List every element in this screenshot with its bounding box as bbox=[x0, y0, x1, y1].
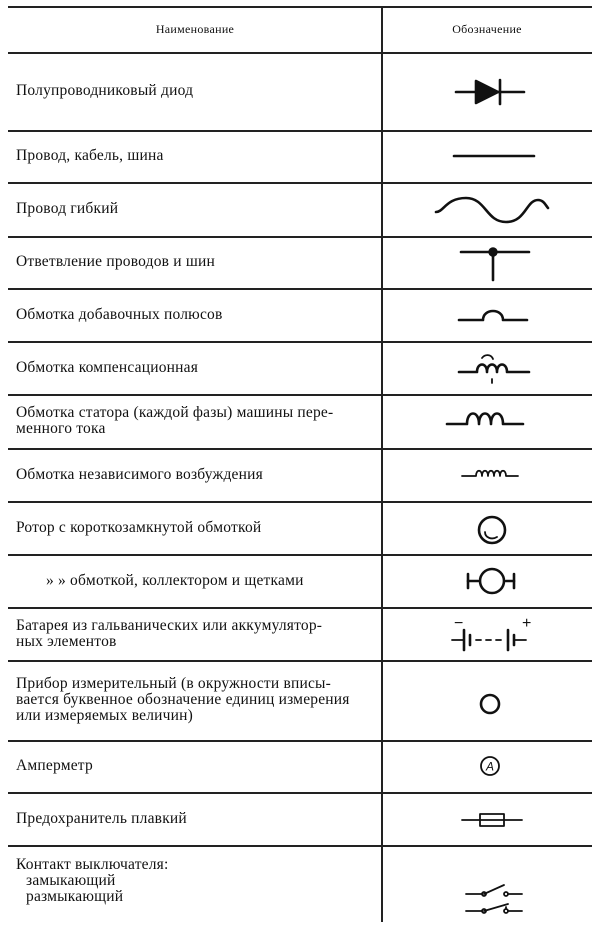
diode-icon bbox=[450, 72, 530, 112]
row-name bbox=[36, 554, 388, 607]
row-name bbox=[16, 501, 378, 554]
row-text: Обмотка независимого возбуждения bbox=[16, 465, 263, 483]
flexible-wire-icon bbox=[430, 190, 554, 230]
row-name bbox=[16, 52, 378, 130]
row-name bbox=[16, 448, 378, 501]
row-text: размыкающий bbox=[26, 888, 124, 905]
column-divider bbox=[381, 6, 383, 922]
row-text: Обмотка статора (каждой фазы) машины пере- bbox=[16, 404, 334, 421]
row-text: Предохранитель плавкий bbox=[16, 809, 187, 827]
row-text: менного тока bbox=[16, 420, 106, 437]
wire-branch-icon bbox=[455, 242, 535, 286]
compensation-winding-icon bbox=[455, 350, 535, 390]
row-text: Ответвление проводов и шин bbox=[16, 253, 215, 270]
row-text: вается буквенное обозначение единиц измерения bbox=[16, 691, 350, 708]
battery-icon bbox=[448, 612, 540, 656]
row-name bbox=[16, 740, 378, 792]
row-name bbox=[16, 845, 378, 932]
row-name bbox=[16, 130, 378, 182]
header-symbol-column: Обозначение bbox=[452, 21, 522, 36]
row-text: Обмотка добавочных полюсов bbox=[16, 305, 223, 323]
row-name bbox=[16, 182, 378, 236]
measuring-instrument-icon bbox=[476, 690, 504, 718]
row-text: ных элементов bbox=[16, 632, 117, 650]
row-text: » » обмоткой, коллектором и щетками bbox=[46, 571, 304, 589]
row-text: Ротор с короткозамкнутой обмоткой bbox=[16, 518, 262, 536]
row-text: Полупроводниковый диод bbox=[16, 82, 194, 99]
wire-icon bbox=[450, 146, 540, 166]
row-text: Прибор измерительный (в окружности вписы- bbox=[16, 675, 332, 692]
row-text: Провод гибкий bbox=[16, 200, 119, 217]
switch-contact-icon bbox=[462, 880, 526, 920]
additional-pole-winding-icon bbox=[455, 302, 535, 328]
row-text: Батарея из гальванических или аккумулятор- bbox=[16, 616, 323, 634]
independent-excitation-winding-icon bbox=[460, 462, 524, 484]
battery-plus-sign: + bbox=[522, 615, 532, 632]
row-text: Амперметр bbox=[16, 757, 93, 774]
row-name bbox=[16, 394, 378, 448]
row-name bbox=[16, 607, 378, 660]
row-name bbox=[16, 792, 378, 845]
commutator-rotor-icon bbox=[460, 564, 524, 598]
squirrel-cage-rotor-icon bbox=[472, 510, 512, 550]
row-name bbox=[16, 660, 378, 740]
row-text: Контакт выключателя: bbox=[16, 856, 169, 873]
header-name-column: Наименование bbox=[155, 21, 235, 36]
row-text: Провод, кабель, шина bbox=[16, 147, 164, 164]
fuse-icon bbox=[458, 808, 528, 832]
row-text: замыкающий bbox=[26, 872, 116, 889]
row-name bbox=[16, 341, 378, 394]
stator-winding-icon bbox=[445, 404, 529, 434]
ammeter-letter: A bbox=[485, 759, 495, 774]
row-text: Обмотка компенсационная bbox=[16, 358, 199, 376]
row-name bbox=[16, 288, 378, 341]
row-text: или измеряемых величин) bbox=[16, 707, 193, 724]
row-name bbox=[16, 236, 378, 288]
battery-minus-sign: − bbox=[454, 615, 464, 632]
ammeter-icon bbox=[476, 752, 504, 780]
